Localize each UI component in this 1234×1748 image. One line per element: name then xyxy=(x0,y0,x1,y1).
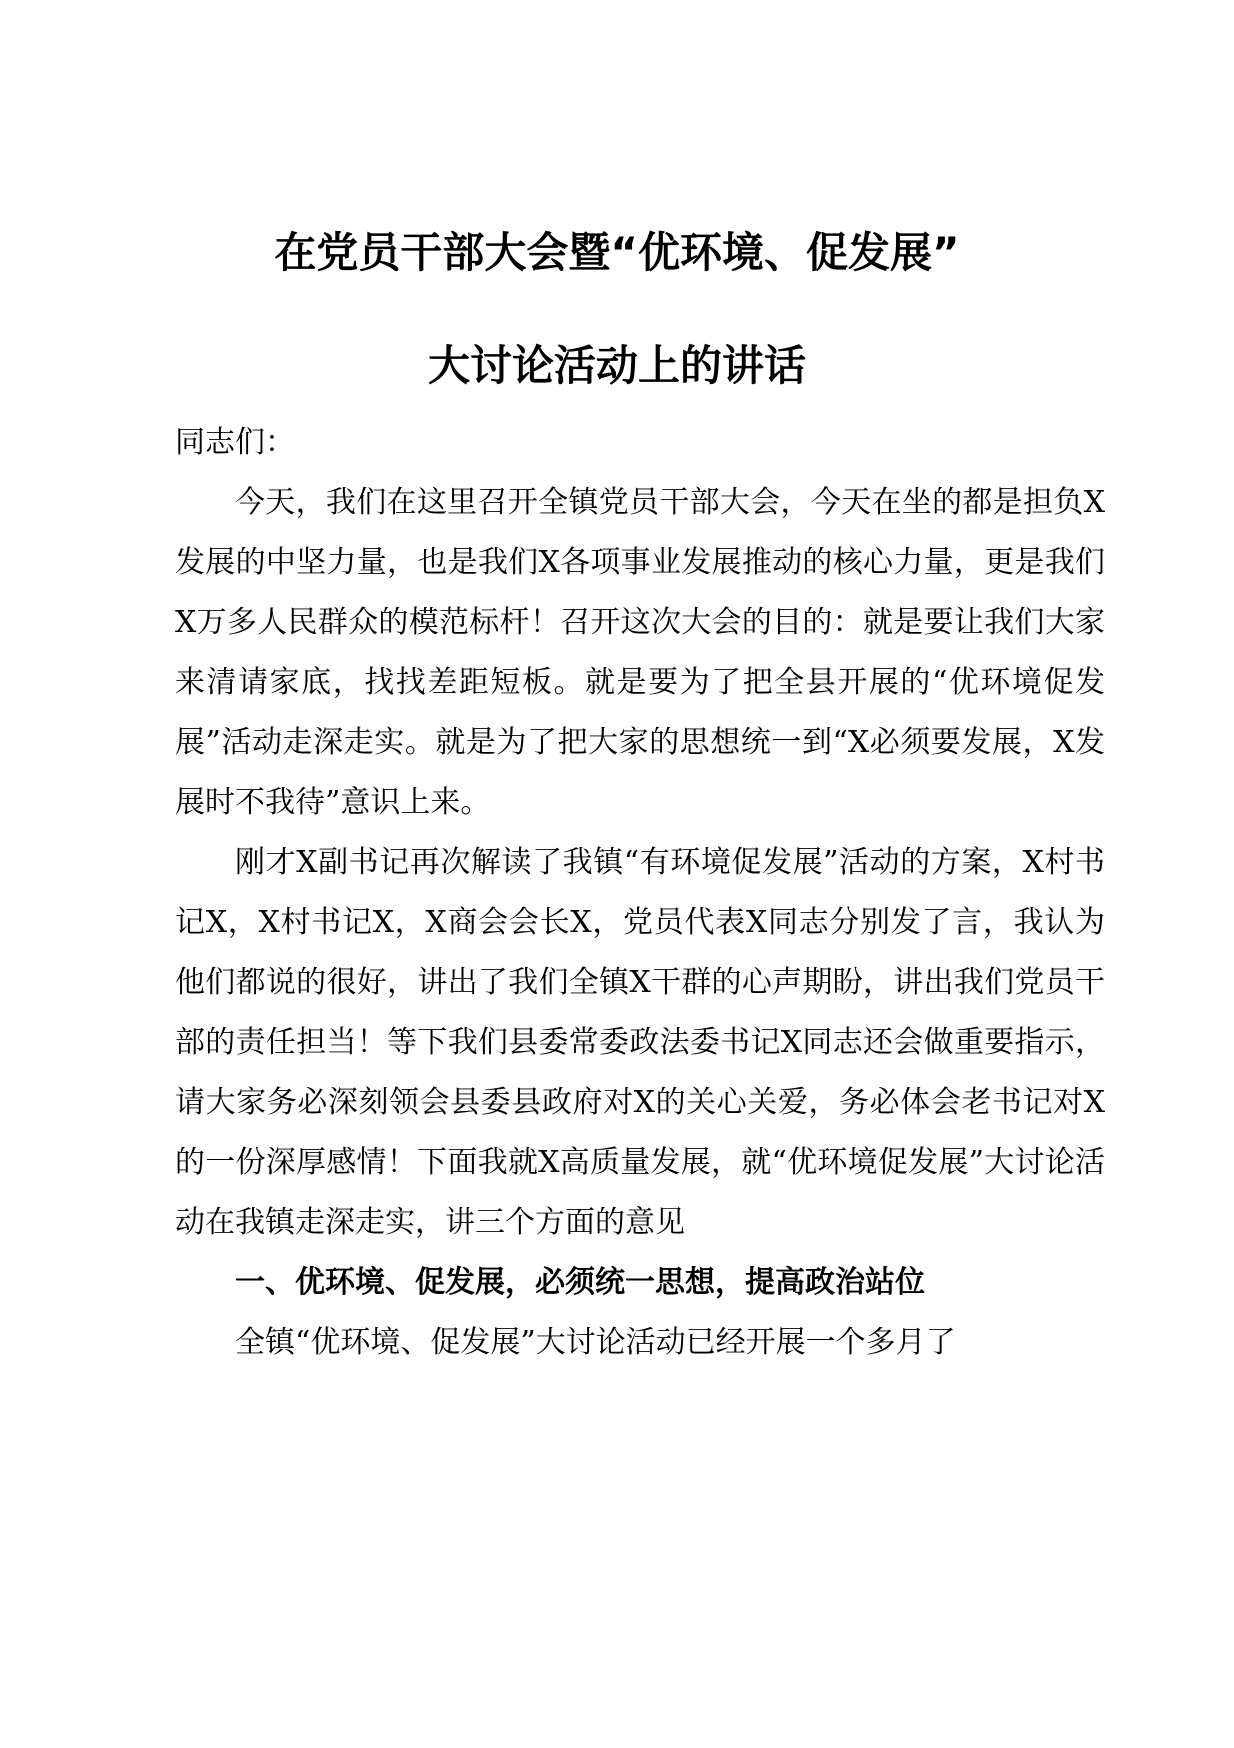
paragraph-1: 今天，我们在这里召开全镇党员干部大会，今天在坐的都是担负X发展的中坚力量，也是我们X各项事业发展推动的核心力量，更是我们X万多人民群众的模范标杆！召开这次大会的目的：就是要让我们大家来清请家底，找找差距短板。就是要为了把全县开展的“优环境促发展”活动走深走实。就是为了把大家的思想统一到“X必须要发展，X发展时不我待”意识上来。 xyxy=(175,485,1105,820)
document-title-line-2: 大讨论活动上的讲话 xyxy=(427,341,806,390)
section-heading-1: 一、优环境、促发展，必须统一思想，提高政治站位 xyxy=(235,1265,925,1300)
salutation: 同志们： xyxy=(175,425,295,460)
section-1-first-line: 全镇“优环境、促发展”大讨论活动已经开展一个多月了 xyxy=(235,1325,956,1360)
document-body xyxy=(175,413,1105,1373)
document-title-line-1: 在党员干部大会暨“优环境、促发展” xyxy=(274,228,960,277)
paragraph-2: 刚才X副书记再次解读了我镇“有环境促发展”活动的方案，X村书记X，X村书记X，X商会会长X，党员代表X同志分别发了言，我认为他们都说的很好，讲出了我们全镇X干群的心声期盼，讲出我们党员干部的责任担当！等下我们县委常委政法委书记X同志还会做重要指示，请大家务必深刻领会县委县政府对X的关心关爱，务必体会老书记对X的一份深厚感情！下面我就X高质量发展，就“优环境促发展”大讨论活动在我镇走深走实，讲三个方面的意见 xyxy=(175,845,1105,1240)
